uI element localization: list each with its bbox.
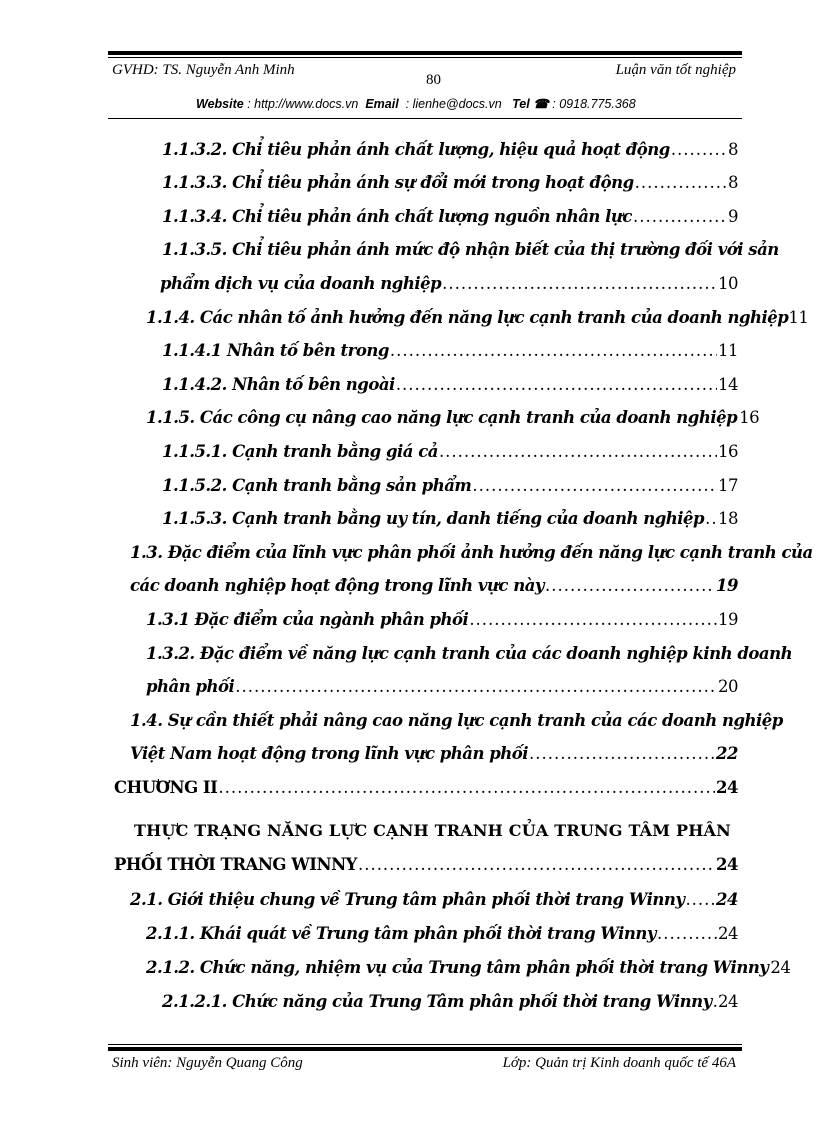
toc-entry — [146, 610, 738, 629]
toc-entry — [162, 341, 738, 360]
toc-entry — [146, 308, 809, 327]
toc-leader-dots — [218, 778, 715, 797]
toc-leader-dots — [529, 744, 715, 763]
toc-entry-title: 1.1.4. Các nhân tố ảnh hưởng đến năng lực cạnh tranh của doanh nghiệp — [146, 308, 789, 327]
toc-entry — [130, 744, 738, 763]
footer-rule-thin — [108, 1044, 742, 1045]
toc-entry-title: 1.1.5.2. Cạnh tranh bằng sản phẩm — [162, 476, 472, 495]
toc-entry-page: 19 — [718, 610, 738, 629]
website-line — [196, 96, 636, 111]
toc-entry-page: 14 — [718, 375, 738, 394]
toc-leader-dots — [390, 341, 717, 360]
toc-entry-title: CHƯƠNG II — [114, 778, 218, 797]
toc-leader-dots — [685, 890, 715, 909]
toc-entry-title: 2.1. Giới thiệu chung về Trung tâm phân phối thời trang Winny — [130, 890, 685, 909]
toc-entry-title: 1.3. Đặc điểm của lĩnh vực phân phối ảnh hưởng đến năng lực cạnh tranh của — [130, 543, 813, 562]
tel-label: Tel — [512, 97, 530, 111]
toc-entry — [160, 274, 738, 293]
toc-entry-title: 1.1.5.1. Cạnh tranh bằng giá cả — [162, 442, 438, 461]
toc-entry-page: 20 — [718, 677, 738, 696]
toc-entry — [146, 408, 760, 427]
phone-icon: ☎ — [533, 97, 549, 111]
toc-entry-title: 1.1.4.2. Nhân tố bên ngoài — [162, 375, 395, 394]
toc-entry — [162, 173, 738, 192]
toc-entry — [162, 140, 738, 159]
toc-entry-title: phân phối — [146, 677, 235, 696]
toc-leader-dots — [635, 173, 727, 192]
header-thesis-type: Luận văn tốt nghiệp — [615, 62, 736, 78]
toc-entry-title: 1.1.3.3. Chỉ tiêu phản ánh sự đổi mới trong hoạt động — [162, 173, 634, 192]
toc-leader-dots — [235, 677, 717, 696]
website-url: : http://www.docs.vn — [247, 97, 359, 111]
header-rule-thick — [108, 51, 742, 55]
toc-entry-page: 24 — [718, 992, 738, 1011]
toc-entry-page: 17 — [718, 476, 738, 495]
toc-entry — [162, 207, 738, 226]
toc-entry-title: 1.1.5. Các công cụ nâng cao năng lực cạnh tranh của doanh nghiệp — [146, 408, 738, 427]
toc-entry-wrap — [146, 644, 793, 663]
toc-leader-dots — [545, 576, 715, 595]
toc-chapter-entry — [114, 778, 738, 797]
toc-entry-wrap — [130, 543, 813, 562]
footer-rule-thick — [108, 1047, 742, 1051]
toc-entry-page: 11 — [788, 308, 809, 327]
toc-leader-dots — [469, 610, 717, 629]
toc-entry — [162, 509, 738, 528]
chapter-title-line: THỰC TRẠNG NĂNG LỰC CẠNH TRANH CỦA TRUNG TÂM PHÂN — [134, 821, 731, 840]
toc-entry — [162, 476, 738, 495]
toc-entry-title: PHỐI THỜI TRANG WINNY — [114, 855, 357, 874]
toc-entry-page: 19 — [716, 576, 738, 595]
toc-entry — [130, 576, 738, 595]
email-address: : lienhe@docs.vn — [405, 97, 502, 111]
toc-entry — [130, 890, 738, 909]
toc-leader-dots — [472, 476, 717, 495]
footer-student: Sinh viên: Nguyễn Quang Công — [112, 1055, 303, 1071]
page-number: 80 — [426, 72, 441, 88]
toc-entry-page: 22 — [716, 744, 738, 763]
toc-entry-page: 16 — [739, 408, 760, 427]
toc-entry-title: 1.1.3.4. Chỉ tiêu phản ánh chất lượng nguồn nhân lực — [162, 207, 632, 226]
toc-entry-title: các doanh nghiệp hoạt động trong lĩnh vực này — [130, 576, 544, 595]
header-advisor: GVHD: TS. Nguyễn Anh Minh — [112, 62, 295, 78]
toc-entry-page: 8 — [728, 173, 738, 192]
toc-entry-page: 10 — [718, 274, 738, 293]
toc-entry-title: 2.1.2. Chức năng, nhiệm vụ của Trung tâm phân phối thời trang Winny — [146, 958, 769, 977]
website-label: Website — [196, 97, 244, 111]
header-bottom-rule — [108, 118, 742, 119]
toc-entry — [146, 677, 738, 696]
toc-entry-page: 24 — [770, 958, 791, 977]
toc-chapter-title-entry — [114, 855, 738, 874]
toc-entry — [162, 992, 738, 1011]
toc-entry-page: 18 — [718, 509, 738, 528]
toc-leader-dots — [713, 992, 717, 1011]
toc-leader-dots — [671, 140, 727, 159]
toc-entry-page: 24 — [716, 855, 738, 874]
toc-entry — [162, 442, 738, 461]
toc-entry — [146, 924, 738, 943]
toc-entry-page: 11 — [718, 341, 738, 360]
toc-entry-title: 1.1.5.3. Cạnh tranh bằng uy tín, danh tiếng của doanh nghiệp — [162, 509, 705, 528]
toc-entry-title: 1.1.3.5. Chỉ tiêu phản ánh mức độ nhận biết của thị trường đối với sản — [162, 240, 779, 259]
toc-leader-dots — [633, 207, 727, 226]
toc-entry — [162, 375, 738, 394]
toc-leader-dots — [442, 274, 717, 293]
header-rule-thin — [108, 57, 742, 58]
footer-class: Lớp: Quản trị Kinh doanh quốc tế 46A — [502, 1055, 736, 1071]
toc-entry — [146, 958, 791, 977]
toc-entry-wrap — [162, 240, 779, 259]
toc-entry-title: 2.1.1. Khái quát về Trung tâm phân phối thời trang Winny — [146, 924, 656, 943]
toc-leader-dots — [439, 442, 717, 461]
email-label: Email — [365, 97, 399, 111]
toc-entry-title: phẩm dịch vụ của doanh nghiệp — [160, 274, 442, 293]
toc-entry-title: Việt Nam hoạt động trong lĩnh vực phân phối — [130, 744, 529, 763]
toc-entry-page: 8 — [728, 140, 738, 159]
toc-leader-dots — [396, 375, 717, 394]
toc-entry-page: 24 — [716, 778, 738, 797]
toc-entry-title: 2.1.2.1. Chức năng của Trung Tâm phân phối thời trang Winny — [162, 992, 712, 1011]
toc-entry-wrap — [130, 711, 783, 730]
tel-number: : 0918.775.368 — [552, 97, 636, 111]
toc-entry-title: 1.3.1 Đặc điểm của ngành phân phối — [146, 610, 469, 629]
toc-entry-page: 16 — [718, 442, 738, 461]
toc-entry-page: 24 — [716, 890, 738, 909]
toc-entry-title: 1.1.3.2. Chỉ tiêu phản ánh chất lượng, hiệu quả hoạt động — [162, 140, 670, 159]
toc-leader-dots — [705, 509, 717, 528]
toc-entry-page: 9 — [728, 207, 738, 226]
toc-leader-dots — [358, 855, 715, 874]
toc-entry-title: 1.3.2. Đặc điểm về năng lực cạnh tranh của các doanh nghiệp kinh doanh — [146, 644, 793, 663]
toc-entry-title: 1.1.4.1 Nhân tố bên trong — [162, 341, 389, 360]
toc-entry-page: 24 — [718, 924, 738, 943]
toc-entry-title: 1.4. Sự cần thiết phải nâng cao năng lực cạnh tranh của các doanh nghiệp — [130, 711, 783, 730]
toc-leader-dots — [657, 924, 717, 943]
